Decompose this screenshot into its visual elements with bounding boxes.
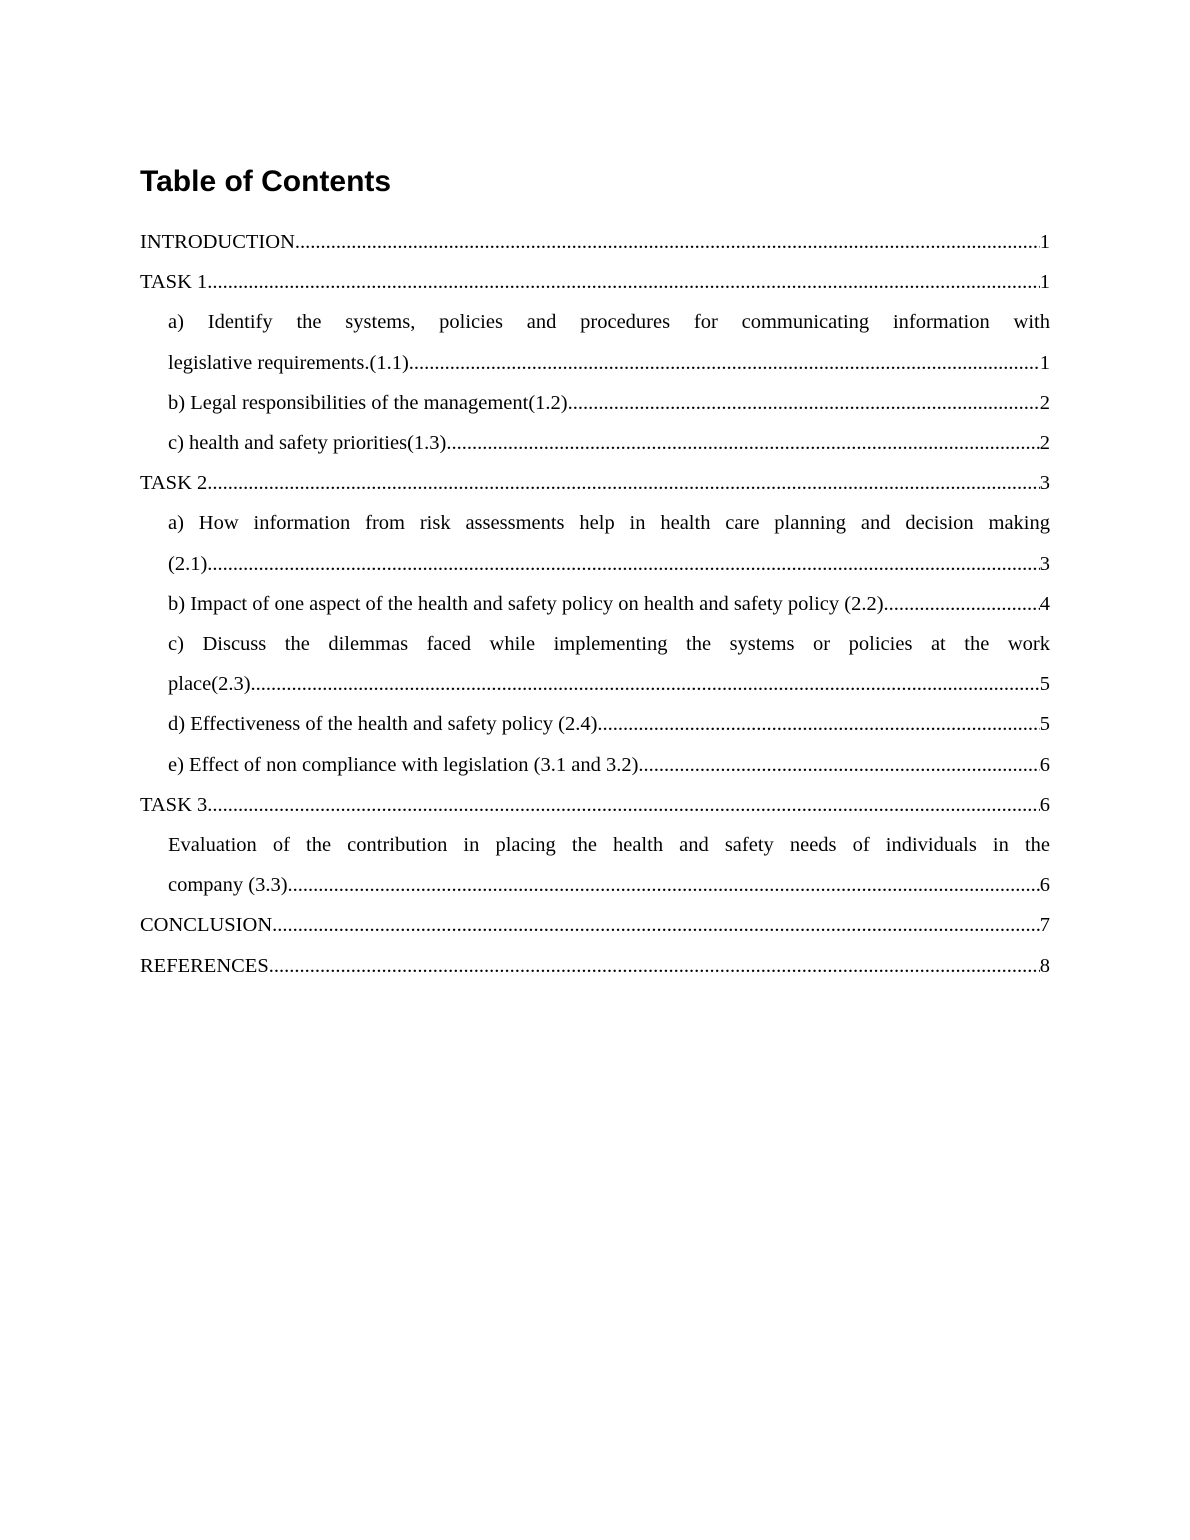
dot-leader [269,946,1040,986]
toc-page-number: 1 [1039,231,1050,253]
toc-page-number: 2 [1039,432,1050,455]
dot-leader [251,664,1040,704]
toc-entry-task-1[interactable] [140,262,1050,302]
dot-leader [207,544,1039,584]
toc-entry-task-2[interactable] [140,463,1050,503]
toc-entry-references[interactable] [140,946,1050,986]
dot-leader [272,905,1040,945]
toc-entry-introduction[interactable] [140,222,1050,262]
toc-page-number: 5 [1039,713,1050,736]
toc-page-number: 5 [1039,673,1050,696]
toc-entry-text: company (3.3) [168,874,288,897]
toc-entry-text: legislative requirements.(1.1) [168,351,409,374]
toc-entry-task-2-b[interactable] [140,584,1050,624]
toc-entry-task-3[interactable] [140,785,1050,825]
toc-entry-task-2-e[interactable] [140,745,1050,785]
toc-entry-text: TASK 3 [140,793,208,816]
toc-entry-text: d) Effectiveness of the health and safety policy (2.4) [168,713,598,736]
dot-leader [207,785,1039,825]
toc-page-number: 6 [1039,874,1050,897]
toc-entry-first-line: c) Discuss the dilemmas faced while implementing the systems or policies at the work [168,633,1050,656]
toc-entry-task-1-a[interactable] [140,302,1050,382]
toc-entry-task-3-evaluation[interactable] [140,825,1050,905]
dot-leader [446,423,1039,463]
toc-page-number: 1 [1039,271,1050,294]
dot-leader [638,745,1039,785]
toc-entry-task-1-b[interactable] [140,383,1050,423]
toc-entry-conclusion[interactable] [140,905,1050,945]
toc-page-number: 1 [1039,351,1050,374]
toc-page-number: 2 [1039,391,1050,414]
toc-list [140,222,1050,986]
dot-leader [409,343,1040,383]
toc-entry-text: CONCLUSION [140,914,273,937]
toc-page-number: 3 [1039,472,1050,495]
toc-title: Table of Contents [140,165,392,198]
dot-leader [207,262,1039,302]
toc-page-number: 7 [1039,914,1050,937]
toc-entry-text: (2.1) [168,552,208,575]
toc-entry-text: TASK 2 [140,472,208,495]
toc-entry-first-line: Evaluation of the contribution in placing the health and safety needs of individuals in the [168,834,1050,857]
toc-page-number: 3 [1039,552,1050,575]
dot-leader [207,463,1039,503]
dot-leader [288,865,1040,905]
toc-entry-task-2-a[interactable] [140,503,1050,583]
toc-page-number: 6 [1039,793,1050,816]
toc-entry-text: b) Impact of one aspect of the health and safety policy on health and safety policy (2.2) [168,592,884,615]
toc-entry-text: e) Effect of non compliance with legislation (3.1 and 3.2) [168,753,639,776]
toc-entry-text: INTRODUCTION [140,231,295,253]
toc-entry-task-2-c[interactable] [140,624,1050,704]
dot-leader [295,222,1040,262]
dot-leader [597,704,1039,744]
toc-page-number: 8 [1039,954,1050,977]
toc-page-number: 4 [1039,592,1050,615]
toc-entry-task-1-c[interactable] [140,423,1050,463]
dot-leader [884,584,1040,624]
dot-leader [568,383,1040,423]
toc-entry-text: REFERENCES [140,954,269,977]
toc-entry-text: b) Legal responsibilities of the management(1.2) [168,391,568,414]
toc-entry-task-2-d[interactable] [140,704,1050,744]
toc-entry-text: place(2.3) [168,673,251,696]
toc-entry-first-line: a) Identify the systems, policies and procedures for communicating information with [168,311,1050,334]
toc-entry-text: c) health and safety priorities(1.3) [168,432,447,455]
toc-entry-text: TASK 1 [140,271,208,294]
toc-entry-first-line: a) How information from risk assessments help in health care planning and decision making [168,512,1050,535]
toc-page-number: 6 [1039,753,1050,776]
